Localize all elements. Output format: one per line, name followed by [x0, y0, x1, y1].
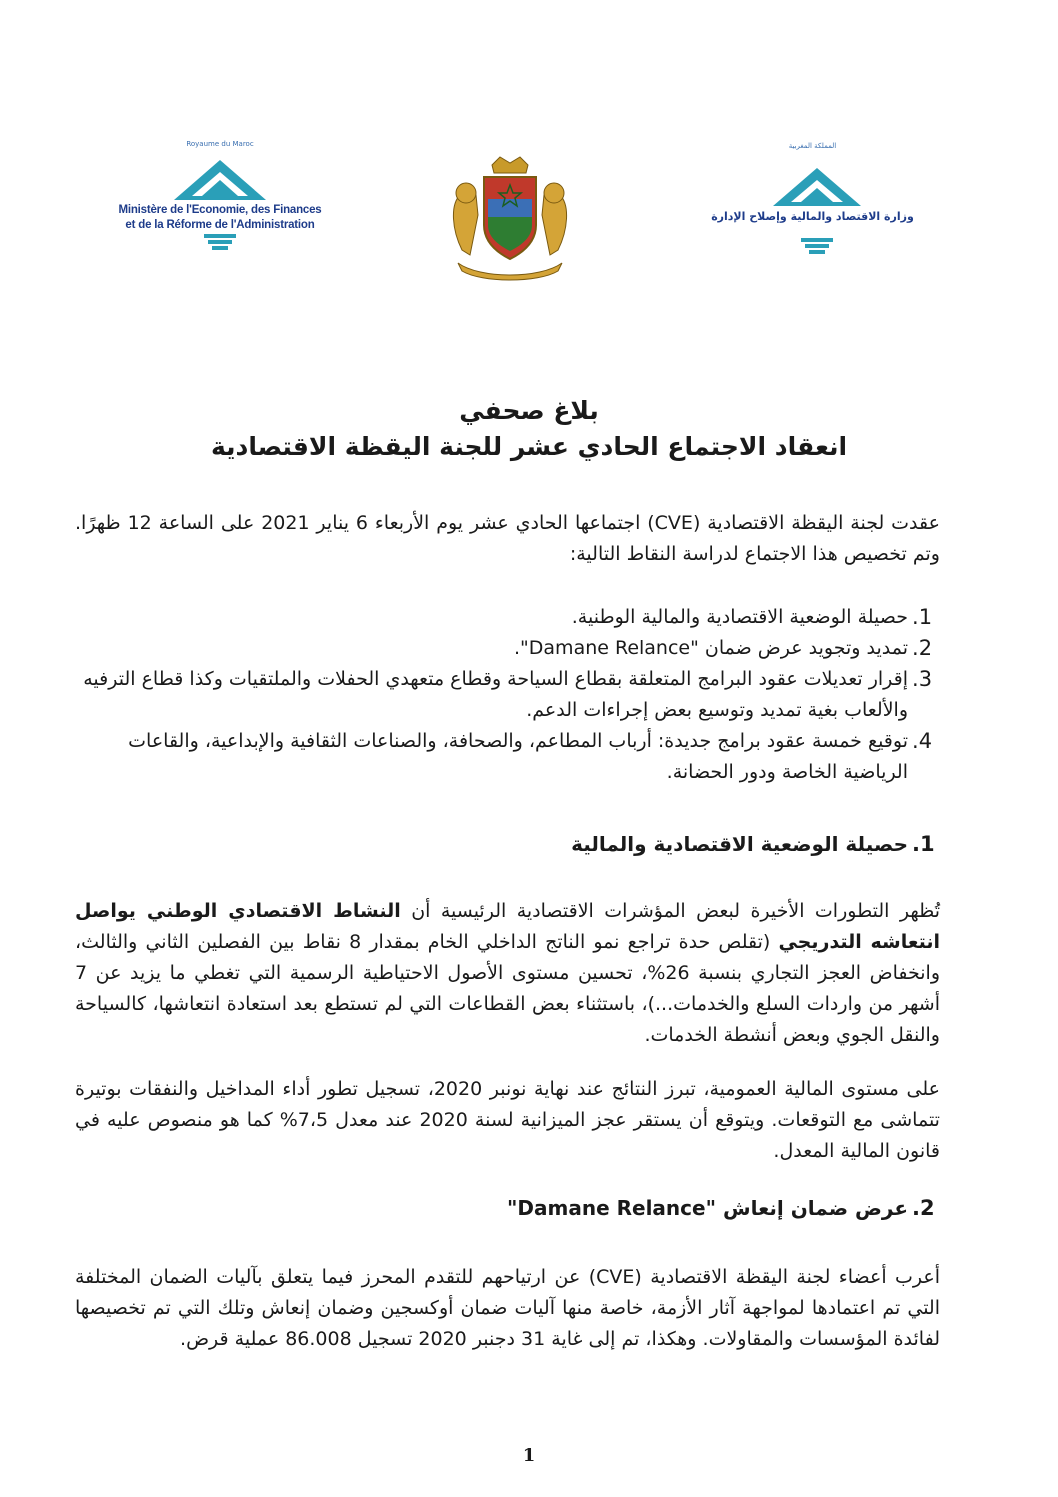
logo-caption-ar: المملكة المغربية — [788, 142, 837, 150]
section-1-paragraph-2: على مستوى المالية العمومية، تبرز النتائج عند نهاية نونبر 2020، تسجيل تطور أداء المداخيل والنفقات بوتيرة تتماشى مع التوقعات. ويتوقع أن يستقر عجز الميزانية لسنة 2020 عند معدل 7،5% كما هو منصوص عليه في قانون المالية المعدل. — [75, 1078, 941, 1162]
agenda-list — [75, 602, 933, 788]
section-1-paragraph-1 — [75, 896, 940, 1051]
logo-line-ar: وزارة الاقتصاد والمالية وإصلاح الإدارة — [711, 210, 914, 223]
list-item-text: توقيع خمسة عقود برامج جديدة: أرباب المطاعم، والصحافة، والصناعات الثقافية والإبداعية، والقاعات الرياضية الخاصة ودور الحضانة. — [128, 730, 908, 783]
moroccan-coat-of-arms-icon — [440, 155, 580, 285]
paragraph-bold-text: النشاط الاقتصادي الوطني يواصل انتعاشه التدريجي — [75, 900, 940, 953]
document-subtitle: انعقاد الاجتماع الحادي عشر للجنة اليقظة الاقتصادية — [210, 432, 848, 461]
list-item — [75, 664, 933, 726]
document-title: بلاغ صحفي — [459, 396, 599, 425]
ministry-logo-icon — [705, 138, 920, 263]
page-number: 1 — [522, 1445, 536, 1466]
section-2-heading — [506, 1196, 935, 1220]
section-number: 1. — [912, 832, 935, 856]
list-item-text: تمديد وتجويد عرض ضمان "Damane Relance". — [514, 637, 908, 659]
logo-line-2: et de la Réforme de l'Administration — [125, 219, 315, 231]
section-number: 2. — [912, 1196, 935, 1220]
ministry-logo-ar — [705, 138, 920, 263]
section-title: حصيلة الوضعية الاقتصادية والمالية — [571, 832, 908, 856]
ministry-logo-icon — [108, 138, 332, 258]
intro-paragraph: عقدت لجنة اليقظة الاقتصادية (CVE) اجتماعها الحادي عشر يوم الأربعاء 6 يناير 2021 على الساعة 12 ظهرًا. وتم تخصيص هذا الاجتماع لدراسة النقاط التالية: — [75, 512, 940, 565]
list-item-number: 3. — [912, 667, 933, 691]
list-item-number: 1. — [912, 605, 933, 629]
list-item — [75, 726, 933, 788]
list-item — [75, 633, 933, 664]
list-item-text: حصيلة الوضعية الاقتصادية والمالية الوطنية. — [571, 606, 908, 628]
list-item-number: 2. — [912, 636, 933, 660]
logo-line-1: Ministère de l'Economie, des Finances — [118, 204, 322, 216]
paragraph-text: تُظهر التطورات الأخيرة لبعض المؤشرات الاقتصادية الرئيسية أن — [411, 900, 940, 922]
section-title: عرض ضمان إنعاش "Damane Relance" — [506, 1196, 908, 1220]
section-1-heading — [571, 832, 935, 856]
list-item-text: إقرار تعديلات عقود البرامج المتعلقة بقطاع السياحة وقطاع متعهدي الحفلات والملتقيات وكذا قطاع الترفيه والألعاب بغية تمديد وتوسيع بعض إجراءات الدعم. — [83, 668, 908, 721]
section-2-paragraph-1: أعرب أعضاء لجنة اليقظة الاقتصادية (CVE) عن ارتياحهم للتقدم المحرز فيما يتعلق بآليات الضمان المختلفة التي تم اعتمادها لمواجهة آثار الأزمة، خاصة منها آليات ضمان أوكسجين وضمان إنعاش وتلك التي تم تخصيصها لفائدة المؤسسات والمقاولات. وهكذا، تم إلى غاية 31 دجنبر 2020 تسجيل 86.008 عملية قرض. — [75, 1266, 941, 1350]
logo-caption: Royaume du Maroc — [186, 140, 254, 148]
ministry-logo-fr — [108, 138, 332, 258]
paragraph-text: (تقلص حدة تراجع نمو الناتج الداخلي الخام بمقدار 8 نقاط بين الفصلين الثاني والثالث، وانخفاض العجز التجاري بنسبة 26%، تحسين مستوى الأصول الاحتياطية الرسمية التي تغطي ما يزيد عن 7 أشهر من واردات السلع والخدمات...)، باستثناء بعض القطاعات التي لم تستطع بعد استعادة انتعاشها، كالسياحة والنقل الجوي وبعض أنشطة الخدمات. — [75, 931, 940, 1046]
list-item — [75, 602, 933, 633]
list-item-number: 4. — [912, 729, 933, 753]
coat-of-arms-emblem — [440, 155, 580, 285]
